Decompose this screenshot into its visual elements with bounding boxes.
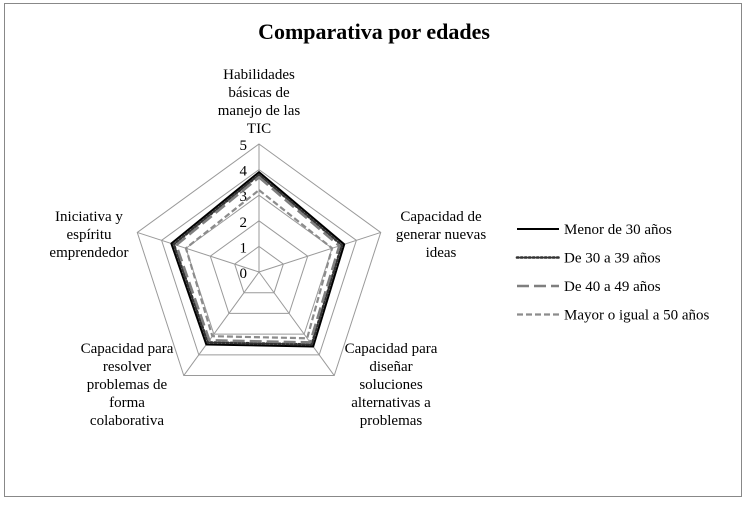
category-label-line: forma (109, 395, 145, 411)
chart-frame (4, 3, 742, 497)
category-label-3 (345, 341, 438, 429)
category-label-line: soluciones (359, 377, 423, 393)
legend (517, 222, 710, 324)
category-label-line: diseñar (369, 359, 413, 375)
radar-chart (5, 4, 743, 498)
category-label-1 (218, 67, 301, 137)
category-label-line: manejo de las (217, 103, 301, 119)
category-label-line: alternativas a (351, 395, 431, 411)
category-label-line: resolver (102, 359, 152, 375)
category-label-line: básicas de (228, 85, 290, 101)
category-label-line: Iniciativa y (55, 209, 123, 225)
category-label-4 (81, 341, 174, 429)
category-label-line: Capacidad para (80, 341, 174, 357)
category-label-line: Habilidades (223, 67, 295, 83)
category-label-line: Capacidad para (344, 341, 438, 357)
legend-label-2: De 30 a 39 años (564, 250, 661, 267)
category-label-line: emprendedor (49, 245, 129, 261)
tick-label-2: 2 (239, 214, 247, 231)
grid-spoke-4 (184, 272, 259, 376)
category-label-line: problemas (359, 413, 423, 429)
category-label-line: generar nuevas (395, 227, 487, 243)
category-labels (49, 67, 486, 429)
category-label-line: espíritu (66, 227, 112, 243)
series-line-2 (174, 175, 342, 345)
tick-label-5: 5 (239, 138, 247, 154)
category-label-line: ideas (425, 245, 457, 261)
tick-label-4: 4 (239, 163, 247, 180)
category-label-line: TIC (246, 121, 272, 137)
legend-label-4: Mayor o igual a 50 años (564, 307, 710, 324)
chart-title: Comparativa por edades (258, 19, 490, 44)
tick-label-1: 1 (239, 240, 247, 257)
tick-label-3: 3 (239, 189, 247, 206)
grid-spoke-3 (259, 272, 334, 376)
legend-label-3: De 40 a 49 años (564, 279, 661, 295)
category-label-line: problemas de (86, 377, 168, 393)
series-lines (171, 172, 344, 346)
category-label-5 (49, 209, 128, 261)
legend-label-1: Menor de 30 años (564, 222, 672, 238)
category-label-line: Capacidad de (400, 209, 482, 225)
category-label-2 (396, 209, 487, 261)
tick-labels (240, 138, 248, 282)
tick-label-0: 0 (239, 266, 247, 282)
series-line-3 (176, 177, 339, 342)
category-label-line: colaborativa (89, 413, 165, 429)
